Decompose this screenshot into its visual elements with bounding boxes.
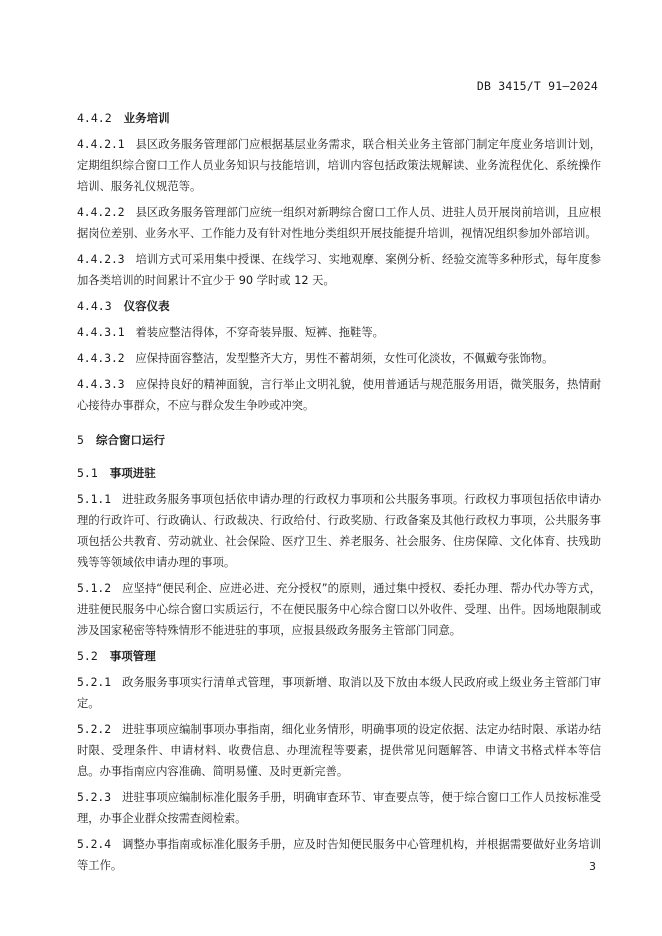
clause-5-2-2 <box>77 719 601 782</box>
section-number: 5.2 <box>77 649 98 663</box>
clause-text: 县区政务服务管理部门应统一组织对新聘综合窗口工作人员、进驻人员开展岗前培训，且应根据岗位差别、业务水平、工作能力及有针对性地分类组织开展技能提升培训，视情况组织参加外部培训。 <box>77 206 601 240</box>
clause-4-4-2-3 <box>77 249 601 291</box>
clause-number: 5.1.2 <box>77 582 112 595</box>
clause-4-4-2-2 <box>77 202 601 244</box>
clause-number: 4.4.2.1 <box>77 138 125 151</box>
section-heading-5-1 <box>77 463 601 484</box>
clause-number: 5.2.2 <box>77 723 112 736</box>
section-title: 事项进驻 <box>109 466 156 480</box>
clause-number: 5.1.1 <box>77 493 112 506</box>
clause-number: 5.2.1 <box>77 676 112 689</box>
page-number: 3 <box>589 860 596 873</box>
clause-text: 进驻事项应编制标准化服务手册，明确审查环节、审查要点等，便于综合窗口工作人员按标准受理，办事企业群众按需查阅检索。 <box>77 791 601 825</box>
section-number: 5.1 <box>77 466 98 480</box>
clause-number: 4.4.2.3 <box>77 253 125 266</box>
clause-5-2-1 <box>77 672 601 714</box>
section-heading-4-4-2 <box>77 108 601 129</box>
clause-text: 县区政务服务管理部门应根据基层业务需求，联合相关业务主管部门制定年度业务培训计划，定期组织综合窗口工作人员业务知识与技能培训，培训内容包括政策法规解读、业务流程优化、系统操作培训、服务礼仪规范等。 <box>77 138 601 193</box>
section-heading-5-2 <box>77 646 601 667</box>
clause-4-4-3-2 <box>77 348 601 369</box>
clause-number: 4.4.3.3 <box>77 378 125 391</box>
clause-5-2-3 <box>77 787 601 829</box>
clause-text: 培训方式可采用集中授课、在线学习、实地观摩、案例分析、经验交流等多种形式，每年度参加各类培训的时间累计不宜少于 90 学时或 12 天。 <box>77 253 601 287</box>
section-title: 业务培训 <box>123 111 170 125</box>
clause-4-4-2-1 <box>77 134 601 197</box>
document-body <box>77 108 601 881</box>
clause-number: 4.4.3.2 <box>77 352 125 365</box>
clause-text: 应保持良好的精神面貌，言行举止文明礼貌，使用普通话与规范服务用语，微笑服务，热情耐心接待办事群众，不应与群众发生争吵或冲突。 <box>77 378 601 412</box>
document-code-header: DB 3415/T 91—2024 <box>476 79 598 93</box>
clause-4-4-3-1 <box>77 322 601 343</box>
clause-text: 进驻事项应编制事项办事指南，细化业务情形，明确事项的设定依据、法定办结时限、承诺办结时限、受理条件、申请材料、收费信息、办理流程等要素，提供常见问题解答、申请文书格式样本等信息。办事指南应内容准确、简明易懂、及时更新完善。 <box>77 723 601 778</box>
clause-text: 进驻政务服务事项包括依申请办理的行政权力事项和公共服务事项。行政权力事项包括依申请办理的行政许可、行政确认、行政裁决、行政给付、行政奖励、行政备案及其他行政权力事项，公共服务事项包括公共教育、劳动就业、社会保险、医疗卫生、养老服务、社会服务、住房保障、文化体育、扶残助残等等领域依申请办理的事项。 <box>77 493 601 569</box>
chapter-heading-5 <box>77 430 601 451</box>
clause-text: 调整办事指南或标准化服务手册，应及时告知便民服务中心管理机构，并根据需要做好业务培训等工作。 <box>77 838 601 872</box>
clause-number: 5.2.4 <box>77 838 112 851</box>
clause-text: 政务服务事项实行清单式管理，事项新增、取消以及下放由本级人民政府或上级业务主管部门审定。 <box>77 676 601 710</box>
section-number: 4.4.2 <box>77 111 112 125</box>
clause-text: 应坚持“便民利企、应进必进、充分授权”的原则，通过集中授权、委托办理、帮办代办等方式，进驻便民服务中心综合窗口实质运行，不在便民服务中心综合窗口以外收件、受理、出件。因场地限制或涉及国家秘密等特殊情形不能进驻的事项，应报县级政务服务主管部门同意。 <box>77 582 601 637</box>
clause-5-1-1 <box>77 489 601 573</box>
clause-4-4-3-3 <box>77 374 601 416</box>
clause-number: 4.4.3.1 <box>77 326 125 339</box>
clause-text: 着装应整洁得体，不穿奇装异服、短裤、拖鞋等。 <box>135 326 384 339</box>
chapter-number: 5 <box>77 433 84 447</box>
chapter-title: 综合窗口运行 <box>95 433 165 447</box>
clause-5-1-2 <box>77 578 601 641</box>
clause-number: 5.2.3 <box>77 791 112 804</box>
clause-5-2-4 <box>77 834 601 876</box>
clause-number: 4.4.2.2 <box>77 206 125 219</box>
section-title: 仪容仪表 <box>123 299 170 313</box>
section-heading-4-4-3 <box>77 296 601 317</box>
section-number: 4.4.3 <box>77 299 112 313</box>
section-title: 事项管理 <box>109 649 156 663</box>
clause-text: 应保持面容整洁，发型整齐大方，男性不蓄胡须，女性可化淡妆，不佩戴夸张饰物。 <box>135 352 554 365</box>
